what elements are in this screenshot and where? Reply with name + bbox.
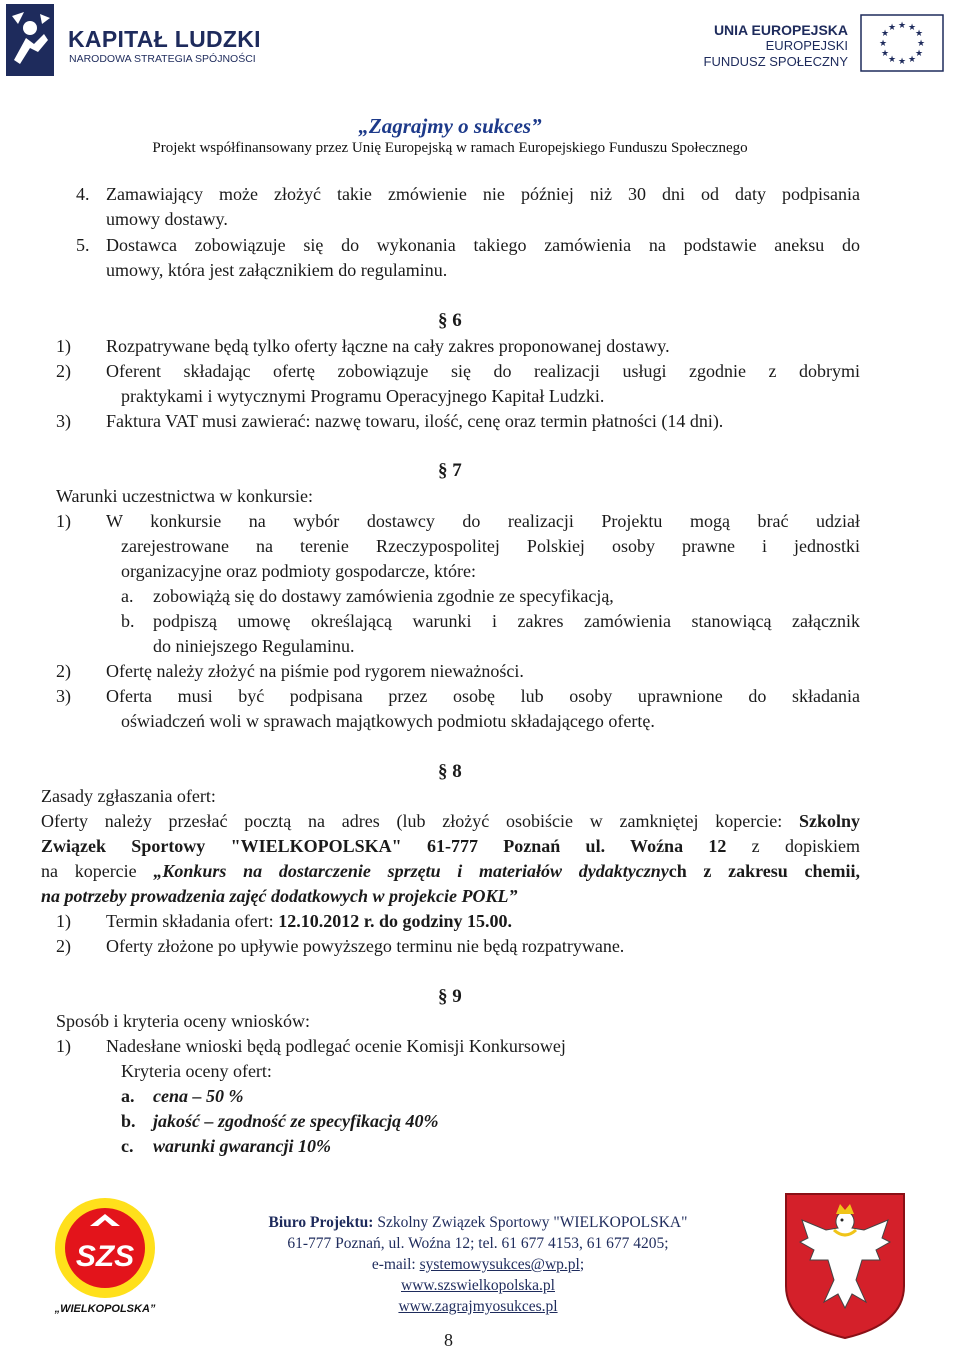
szs-logo-text: SZS xyxy=(75,1240,135,1273)
paragraph-line: praktykami i wytycznymi Programu Operacyjnego Kapitał Ludzki. xyxy=(121,386,605,406)
section-8-title: § 8 xyxy=(438,761,462,782)
footer-line xyxy=(170,1255,786,1275)
item-number: 2) xyxy=(56,361,71,381)
eu-flag-icon xyxy=(860,14,944,72)
eu-line-1: UNIA EUROPEJSKA xyxy=(713,22,848,38)
paragraph-line: zobowiążą się do dostawy zamówienia zgodnie ze specyfikacją, xyxy=(153,586,614,606)
section-intro: Sposób i kryteria oceny wniosków: xyxy=(56,1011,310,1031)
footer-separator: ; xyxy=(579,1256,585,1273)
item-number: 1) xyxy=(56,911,71,931)
sub-item-letter: a. xyxy=(121,586,134,606)
criteria-heading: Kryteria oceny ofert: xyxy=(121,1061,272,1081)
eu-line-2: EUROPEJSKI xyxy=(765,38,848,53)
paragraph-line: Oferta musi być podpisana przez osobę lub osoby uprawnione do składania xyxy=(106,686,860,706)
page-number: 8 xyxy=(444,1330,453,1350)
criterion-item: warunki gwarancji 10% xyxy=(153,1136,332,1156)
text-span: Oferty należy przesłać pocztą na adres (lub złożyć osobiście w zamkniętej kopercie: xyxy=(41,811,799,831)
item-number: 2) xyxy=(56,936,71,956)
envelope-note: „Konkurs na dostarczenie sprzętu i materiałów dydaktyczny xyxy=(153,861,669,881)
item-number: 3) xyxy=(56,411,71,431)
text-span: Termin składania ofert: xyxy=(106,911,279,931)
address-bold: Związek Sportowy "WIELKOPOLSKA" 61-777 Poznań ul. Woźna 12 xyxy=(41,836,727,856)
paragraph-line: do niniejszego Regulaminu. xyxy=(153,636,355,656)
project-subtitle: Projekt współfinansowany przez Unię Europejską w ramach Europejskiego Funduszu Społecznego xyxy=(152,140,748,156)
item-number: 4. xyxy=(76,184,90,204)
footer-address: 61-777 Poznań, ul. Woźna 12; tel. 61 677 4153, 61 677 4205; xyxy=(287,1235,669,1252)
footer-office-label: Biuro Projektu: xyxy=(268,1214,374,1231)
text-span: z dopiskiem xyxy=(726,836,860,856)
svg-text:★: ★ xyxy=(897,21,907,31)
envelope-note: na potrzeby prowadzenia zajęć dodatkowych w projekcie POKL” xyxy=(41,886,518,906)
item-number: 1) xyxy=(56,511,71,531)
paragraph-line: W konkursie na wybór dostawcy do realizacji Projektu mogą brać udział xyxy=(106,511,860,531)
sub-item-letter: c. xyxy=(121,1136,134,1156)
footer-email-label: e-mail: xyxy=(371,1256,420,1273)
svg-text:★: ★ xyxy=(897,57,907,67)
svg-text:★: ★ xyxy=(887,23,897,33)
paragraph-line: Oferty złożone po upływie powyższego terminu nie będą rozpatrywane. xyxy=(106,936,625,956)
svg-text:★: ★ xyxy=(907,23,917,33)
item-number: 3) xyxy=(56,686,71,706)
svg-text:★: ★ xyxy=(914,29,924,39)
paragraph-line: zarejestrowane na terenie Rzeczypospolitej Polskiej osoby prawne i jednostki xyxy=(121,536,860,556)
sub-item-letter: a. xyxy=(121,1086,135,1106)
footer-line xyxy=(170,1213,786,1233)
item-number: 1) xyxy=(56,1036,71,1056)
section-9-title: § 9 xyxy=(438,986,462,1007)
footer-office-name: Szkolny Związek Sportowy "WIELKOPOLSKA" xyxy=(373,1214,688,1231)
paragraph-line: organizacyjne oraz podmioty gospodarcze, które: xyxy=(121,561,477,581)
paragraph-line: Rozpatrywane będą tylko oferty łączne na cały zakres proponowanej dostawy. xyxy=(106,336,670,356)
eu-line-3: FUNDUSZ SPOŁECZNY xyxy=(703,54,848,69)
footer-email-link[interactable]: systemowysukces@wp.pl xyxy=(419,1256,580,1273)
paragraph-line xyxy=(106,910,512,932)
paragraph-line: Dostawca zobowiązuje się do wykonania takiego zamówienia na podstawie aneksu do xyxy=(106,235,860,255)
paragraph-line: umowy, która jest załącznikiem do regulaminu. xyxy=(106,260,448,280)
paragraph-line xyxy=(41,860,860,882)
eu-text-block xyxy=(690,22,848,70)
section-6-title: § 6 xyxy=(438,310,462,331)
paragraph-line: umowy dostawy. xyxy=(106,209,228,229)
szs-logo-icon xyxy=(40,1196,170,1318)
paragraph-line xyxy=(41,835,860,857)
paragraph-line: podpiszą umowę określającą warunki i zakres zamówienia stanowiącą załącznik xyxy=(153,611,860,631)
criterion-item: cena – 50 % xyxy=(153,1086,244,1106)
address-bold: Szkolny xyxy=(798,811,860,831)
section-intro: Warunki uczestnictwa w konkursie: xyxy=(56,486,313,506)
sub-item-letter: b. xyxy=(121,611,135,631)
svg-text:★: ★ xyxy=(887,55,897,65)
project-title: „Zagrajmy o sukces” xyxy=(358,114,542,138)
envelope-note-bold: ch z zakresu chemii, xyxy=(668,861,861,881)
paragraph-line: Ofertę należy złożyć na piśmie pod rygorem nieważności. xyxy=(106,661,524,681)
paragraph-line: Faktura VAT musi zawierać: nazwę towaru, ilość, cenę oraz termin płatności (14 dni). xyxy=(106,411,724,431)
footer-line xyxy=(170,1276,786,1296)
footer-line xyxy=(170,1297,786,1317)
paragraph-line: Zamawiający może złożyć takie zmówienie nie później niż 30 dni od daty podpisania xyxy=(106,184,860,204)
sub-item-letter: b. xyxy=(121,1111,136,1131)
paragraph-line: oświadczeń woli w sprawach majątkowych podmiotu składającego ofertę. xyxy=(121,711,655,731)
footer-website-link[interactable]: www.szswielkopolska.pl xyxy=(401,1277,555,1294)
szs-logo-caption: „WIELKOPOLSKA” xyxy=(54,1303,156,1315)
kapital-ludzki-title: KAPITAŁ LUDZKI xyxy=(68,26,261,52)
svg-text:★: ★ xyxy=(916,39,926,49)
deadline-bold: 12.10.2012 r. do godziny 15.00. xyxy=(278,911,513,931)
kapital-ludzki-subtitle: NARODOWA STRATEGIA SPÓJNOŚCI xyxy=(69,53,256,65)
paragraph-line: Nadesłane wnioski będą podlegać ocenie Komisji Konkursowej xyxy=(106,1036,566,1056)
item-number: 2) xyxy=(56,661,71,681)
wielkopolska-eagle-crest-icon xyxy=(780,1190,910,1340)
svg-text:★: ★ xyxy=(880,49,890,59)
paragraph-line: Oferent składając ofertę zobowiązuje się do realizacji usługi zgodnie z dobrymi xyxy=(106,361,860,381)
paragraph-line xyxy=(41,810,860,832)
item-number: 5. xyxy=(76,235,90,255)
svg-text:★: ★ xyxy=(878,39,888,49)
svg-text:★: ★ xyxy=(907,55,917,65)
section-intro: Zasady zgłaszania ofert: xyxy=(41,786,216,806)
item-number: 1) xyxy=(56,336,71,356)
section-7-title: § 7 xyxy=(438,460,462,481)
text-span: na kopercie xyxy=(41,861,154,881)
footer-project-link[interactable]: www.zagrajmyosukces.pl xyxy=(398,1298,558,1315)
svg-text:★: ★ xyxy=(880,29,890,39)
svg-text:★: ★ xyxy=(914,49,924,59)
criterion-item: jakość – zgodność ze specyfikacją 40% xyxy=(153,1111,439,1131)
